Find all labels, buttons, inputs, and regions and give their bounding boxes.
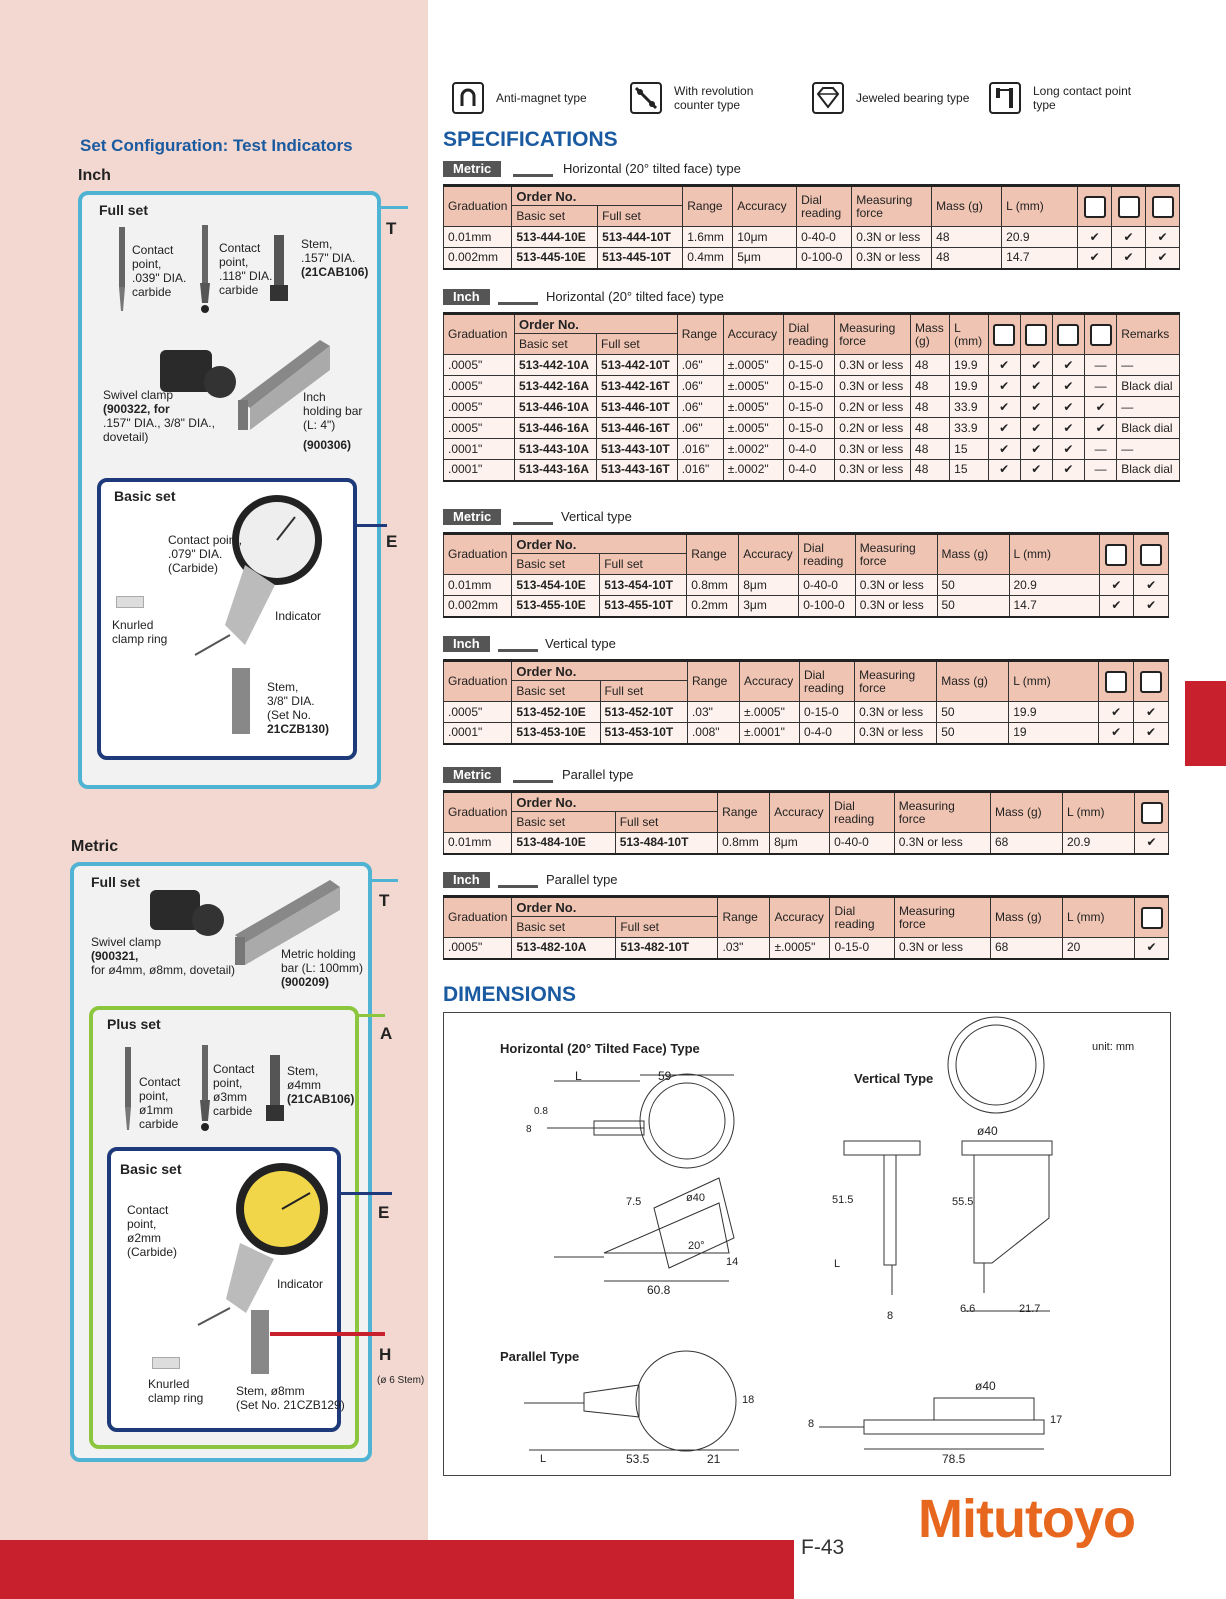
dim-h-08: 0.8 bbox=[534, 1106, 548, 1117]
table-inch-horizontal: Graduation Order No. Range Accuracy Dial reading Measuring force Mass (g) L (mm) Remarks Basic set Full set .0005" 513-442-10A 513-442-10T .06" ±.0005" 0-15-0 0.3N or less 48 19.9 ✔ ✔ ✔ — — .0005" 513-442-16A 513-442-16T .06" ±.0005" 0-15-0 0.3N or less 48 19.9 ✔ ✔ ✔ — Black dial .0005" 513-446-10A 513-446-10T .06" ±.0005" 0-15-0 0.2N or less 48 33.9 ✔ ✔ ✔ ✔ — .0005" 513-446-16A 513-446-16T .06" ±.0005" 0-15-0 0.2N or less 48 33.9 ✔ ✔ ✔ ✔ Black dial .0001" 513-443-10A 513-443-10T .016" ±.0002" 0-4-0 0.3N or less 48 15 ✔ ✔ ✔ — — .0001" 513-443-16A 513-443-16T .016" ±.0002" 0-4-0 0.3N or less 48 15 ✔ ✔ ✔ — Black dial bbox=[443, 312, 1180, 482]
dim-p-785: 78.5 bbox=[942, 1452, 966, 1466]
metric-stem-image bbox=[251, 1310, 269, 1374]
inch-contact-point-3-label: Contact point, .079" DIA. (Carbide) bbox=[168, 533, 243, 575]
inch-t-connector bbox=[378, 206, 408, 209]
dim-p-40: ø40 bbox=[975, 1379, 996, 1393]
dim-h-59: 59 bbox=[658, 1069, 672, 1083]
dimension-drawings bbox=[444, 1013, 1170, 1475]
metric-full-set-label: Full set bbox=[91, 874, 141, 890]
horizontal-type-title: Horizontal (20° Tilted Face) Type bbox=[500, 1041, 700, 1056]
table6-title: Parallel type bbox=[546, 872, 618, 887]
table5-tag: Metric bbox=[443, 767, 501, 783]
table4-header bbox=[443, 636, 843, 652]
inch-holding-bar-label: Inch holding bar (L: 4") (900306) bbox=[303, 390, 363, 452]
dim-h-608: 60.8 bbox=[647, 1283, 671, 1297]
col-jeweled-bearing-icon bbox=[1057, 324, 1079, 346]
dim-h-l: L bbox=[575, 1069, 582, 1083]
dim-p-8: 8 bbox=[808, 1418, 815, 1430]
table1-title: Horizontal (20° tilted face) type bbox=[563, 161, 741, 176]
table3-tag: Metric bbox=[443, 509, 501, 525]
metric-a-connector bbox=[357, 1014, 385, 1017]
page-number: F-43 bbox=[801, 1536, 845, 1559]
table-row: .0001" 513-443-10A 513-443-10T .016" ±.0002" 0-4-0 0.3N or less 48 15 ✔ ✔ ✔ — — bbox=[444, 439, 1180, 460]
inch-e-connector bbox=[357, 524, 387, 527]
table4-tag: Inch bbox=[443, 636, 490, 652]
dim-h-14: 14 bbox=[726, 1256, 739, 1268]
table-metric-parallel: Graduation Order No. Range Accuracy Dial reading Measuring force Mass (g) L (mm) Basic set Full set 0.01mm 513-484-10E 513-484-10T 0.8mm 8μm 0-40-0 0.3N or less 68 20.9 ✔ bbox=[443, 790, 1169, 855]
metric-swivel-clamp-label: Swivel clamp (900321, for ø4mm, ø8mm, dovetail) bbox=[91, 935, 236, 977]
metric-holding-bar-label: Metric holding bar (L: 100mm) (900209) bbox=[281, 947, 364, 989]
table5-title: Parallel type bbox=[562, 767, 634, 782]
table-row: .0005" 513-446-10A 513-446-10T .06" ±.0005" 0-15-0 0.2N or less 48 33.9 ✔ ✔ ✔ ✔ — bbox=[444, 397, 1180, 418]
dim-p-l: L bbox=[540, 1453, 547, 1465]
table2-title: Horizontal (20° tilted face) type bbox=[546, 289, 724, 304]
revolution-counter-icon bbox=[630, 82, 662, 114]
table-metric-vertical: Graduation Order No. Range Accuracy Dial reading Measuring force Mass (g) L (mm) Basic set Full set 0.01mm 513-454-10E 513-454-10T 0.8mm 8μm 0-40-0 0.3N or less 50 20.9 ✔ ✔ 0.002mm 513-455-10E 513-455-10T 0.2mm 3μm 0-100-0 0.3N or less 50 14.7 ✔ ✔ bbox=[443, 532, 1169, 618]
inch-e-letter: E bbox=[386, 532, 398, 551]
inch-heading: Inch bbox=[78, 167, 111, 184]
table-row: 0.002mm 513-455-10E 513-455-10T 0.2mm 3μm 0-100-0 0.3N or less 50 14.7 ✔ ✔ bbox=[444, 596, 1169, 617]
metric-plus-set-label: Plus set bbox=[107, 1016, 161, 1032]
metric-contact-point-3-label: Contact point, ø2mm (Carbide) bbox=[127, 1203, 178, 1259]
inch-stem-2-label: Stem, 3/8" DIA. (Set No. 21CZB130) bbox=[267, 680, 330, 736]
inch-test-indicator-image bbox=[185, 495, 325, 665]
col-revolution-counter-icon bbox=[1025, 324, 1047, 346]
inch-swivel-clamp-label: Swivel clamp (900322, for .157" DIA., 3/8" DIA., dovetail) bbox=[103, 388, 215, 444]
set-config-title: Set Configuration: Test Indicators bbox=[80, 136, 353, 155]
table2-header bbox=[443, 289, 843, 305]
metric-stem-label: Stem, ø4mm (21CAB106) bbox=[287, 1064, 355, 1106]
table-row: .0005" 513-442-10A 513-442-10T .06" ±.0005" 0-15-0 0.3N or less 48 19.9 ✔ ✔ ✔ — — bbox=[444, 355, 1180, 376]
metric-h-note: (ø 6 Stem) bbox=[377, 1375, 425, 1386]
inch-full-set-label: Full set bbox=[99, 202, 149, 218]
dim-h-40: ø40 bbox=[686, 1192, 705, 1204]
dimensions-drawing-box bbox=[443, 1012, 1171, 1476]
col-revolution-counter-icon bbox=[1118, 196, 1140, 218]
table-row: .0005" 513-446-16A 513-446-16T .06" ±.0005" 0-15-0 0.2N or less 48 33.9 ✔ ✔ ✔ ✔ Black dial bbox=[444, 418, 1180, 439]
metric-knurled-ring-image bbox=[152, 1357, 180, 1369]
dim-v-515: 51.5 bbox=[832, 1194, 854, 1206]
col-jeweled-bearing-icon bbox=[1140, 671, 1162, 693]
metric-e-connector bbox=[340, 1192, 392, 1195]
dim-h-75: 7.5 bbox=[626, 1196, 642, 1208]
table2-tag: Inch bbox=[443, 289, 490, 305]
col-jeweled-bearing-icon bbox=[1140, 544, 1162, 566]
inch-t-letter: T bbox=[386, 219, 397, 238]
table-row: .0001" 513-453-10E 513-453-10T .008" ±.0001" 0-4-0 0.3N or less 50 19 ✔ ✔ bbox=[444, 723, 1169, 744]
metric-test-indicator-image bbox=[190, 1163, 340, 1333]
dim-v-l: L bbox=[834, 1258, 841, 1270]
jeweled-bearing-icon bbox=[812, 82, 844, 114]
metric-basic-set-label: Basic set bbox=[120, 1161, 182, 1177]
specifications-title: SPECIFICATIONS bbox=[443, 128, 618, 151]
table-row: 0.002mm 513-445-10E 513-445-10T 0.4mm 5μm 0-100-0 0.3N or less 48 14.7 ✔ ✔ ✔ bbox=[444, 248, 1180, 269]
metric-knurled-label: Knurled clamp ring bbox=[148, 1377, 204, 1405]
metric-t-letter: T bbox=[379, 891, 390, 910]
table6-header bbox=[443, 872, 843, 888]
legend-jeweled-label: Jeweled bearing type bbox=[856, 91, 970, 105]
col-anti-magnet-icon bbox=[1105, 671, 1127, 693]
legend-revolution-label: With revolution counter type bbox=[674, 84, 754, 112]
dim-v-40: ø40 bbox=[977, 1124, 998, 1138]
footer-red-bar bbox=[0, 1540, 794, 1599]
dim-v-217: 21.7 bbox=[1019, 1303, 1041, 1315]
table-metric-horizontal: Graduation Order No. Range Accuracy Dial reading Measuring force Mass (g) L (mm) Basic set Full set 0.01mm 513-444-10E 513-444-10T 1.6mm 10μm 0-40-0 0.3N or less 48 20.9 ✔ ✔ ✔ 0.002mm 513-445-10E 513-445-10T 0.4mm 5μm 0-100-0 0.3N or less 48 14.7 ✔ ✔ ✔ bbox=[443, 184, 1180, 270]
metric-e-letter: E bbox=[378, 1203, 390, 1222]
dim-h-8: 8 bbox=[526, 1124, 532, 1135]
inch-contact-point-2-label: Contact point, .118" DIA. carbide bbox=[219, 241, 273, 297]
col-jeweled-bearing-icon bbox=[1141, 907, 1163, 929]
dim-p-18: 18 bbox=[742, 1394, 755, 1406]
inch-stem-image bbox=[232, 668, 250, 734]
dim-p-17: 17 bbox=[1050, 1414, 1063, 1426]
dim-p-535: 53.5 bbox=[626, 1452, 650, 1466]
table3-header bbox=[443, 509, 843, 525]
dimensions-title: DIMENSIONS bbox=[443, 983, 577, 1006]
table6-tag: Inch bbox=[443, 872, 490, 888]
col-anti-magnet-icon bbox=[1105, 544, 1127, 566]
col-anti-magnet-icon bbox=[993, 324, 1015, 346]
table-inch-parallel: Graduation Order No. Range Accuracy Dial reading Measuring force Mass (g) L (mm) Basic set Full set .0005" 513-482-10A 513-482-10T .03" ±.0005" 0-15-0 0.3N or less 68 20 ✔ bbox=[443, 895, 1169, 960]
col-jeweled-bearing-icon bbox=[1141, 802, 1163, 824]
metric-indicator-label: Indicator bbox=[277, 1277, 324, 1291]
vertical-type-title: Vertical Type bbox=[854, 1071, 934, 1086]
table5-header bbox=[443, 767, 843, 783]
table-row: .0005" 513-482-10A 513-482-10T .03" ±.0005" 0-15-0 0.3N or less 68 20 ✔ bbox=[444, 938, 1169, 959]
section-tab bbox=[1185, 681, 1226, 766]
col-long-contact-point-icon bbox=[1090, 324, 1112, 346]
table-row: 0.01mm 513-484-10E 513-484-10T 0.8mm 8μm 0-40-0 0.3N or less 68 20.9 ✔ bbox=[444, 833, 1169, 854]
inch-knurled-label: Knurled clamp ring bbox=[112, 618, 168, 646]
dim-h-20deg: 20° bbox=[688, 1240, 705, 1252]
table-row: 0.01mm 513-454-10E 513-454-10T 0.8mm 8μm 0-40-0 0.3N or less 50 20.9 ✔ ✔ bbox=[444, 575, 1169, 596]
metric-stem-2-label: Stem, ø8mm (Set No. 21CZB129) bbox=[236, 1384, 345, 1412]
metric-heading: Metric bbox=[71, 838, 119, 855]
dim-v-8: 8 bbox=[887, 1310, 894, 1322]
inch-stem-label: Stem, .157" DIA. (21CAB106) bbox=[301, 237, 369, 279]
long-contact-point-icon bbox=[989, 82, 1021, 114]
inch-indicator-label: Indicator bbox=[275, 609, 322, 623]
table1-header bbox=[443, 161, 843, 177]
metric-h-letter: H bbox=[379, 1345, 392, 1364]
table3-title: Vertical type bbox=[561, 509, 632, 524]
col-anti-magnet-icon bbox=[1084, 196, 1106, 218]
metric-contact-point-1-label: Contact point, ø1mm carbide bbox=[139, 1075, 181, 1131]
table-row: .0001" 513-443-16A 513-443-16T .016" ±.0002" 0-4-0 0.3N or less 48 15 ✔ ✔ ✔ — Black dial bbox=[444, 460, 1180, 481]
metric-t-connector bbox=[370, 879, 398, 882]
table-row: .0005" 513-442-16A 513-442-16T .06" ±.0005" 0-15-0 0.3N or less 48 19.9 ✔ ✔ ✔ — Black dial bbox=[444, 376, 1180, 397]
metric-a-letter: A bbox=[380, 1024, 393, 1043]
mitutoyo-logo: Mitutoyo bbox=[918, 1489, 1135, 1549]
table-row: 0.01mm 513-444-10E 513-444-10T 1.6mm 10μm 0-40-0 0.3N or less 48 20.9 ✔ ✔ ✔ bbox=[444, 227, 1180, 248]
parallel-type-title: Parallel Type bbox=[500, 1349, 580, 1364]
unit-label: unit: mm bbox=[1092, 1041, 1135, 1053]
dim-v-66: 6.6 bbox=[960, 1303, 976, 1315]
dim-v-555: 55.5 bbox=[952, 1196, 974, 1208]
anti-magnet-icon bbox=[452, 82, 484, 114]
inch-knurled-ring-image bbox=[116, 596, 144, 608]
inch-basic-set-label: Basic set bbox=[114, 488, 176, 504]
dim-p-21: 21 bbox=[707, 1452, 721, 1466]
table1-tag: Metric bbox=[443, 161, 501, 177]
legend-anti-magnet-label: Anti-magnet type bbox=[496, 91, 587, 105]
legend-long-contact-label: Long contact point type bbox=[1033, 84, 1132, 112]
table-inch-vertical: Graduation Order No. Range Accuracy Dial reading Measuring force Mass (g) L (mm) Basic set Full set .0005" 513-452-10E 513-452-10T .03" ±.0005" 0-15-0 0.3N or less 50 19.9 ✔ ✔ .0001" 513-453-10E 513-453-10T .008" ±.0001" 0-4-0 0.3N or less 50 19 ✔ ✔ bbox=[443, 659, 1169, 745]
col-jeweled-bearing-icon bbox=[1152, 196, 1174, 218]
inch-contact-point-1-label: Contact point, .039" DIA. carbide bbox=[132, 243, 187, 299]
table-row: .0005" 513-452-10E 513-452-10T .03" ±.0005" 0-15-0 0.3N or less 50 19.9 ✔ ✔ bbox=[444, 702, 1169, 723]
metric-contact-point-2-label: Contact point, ø3mm carbide bbox=[213, 1062, 255, 1118]
table4-title: Vertical type bbox=[545, 636, 616, 651]
